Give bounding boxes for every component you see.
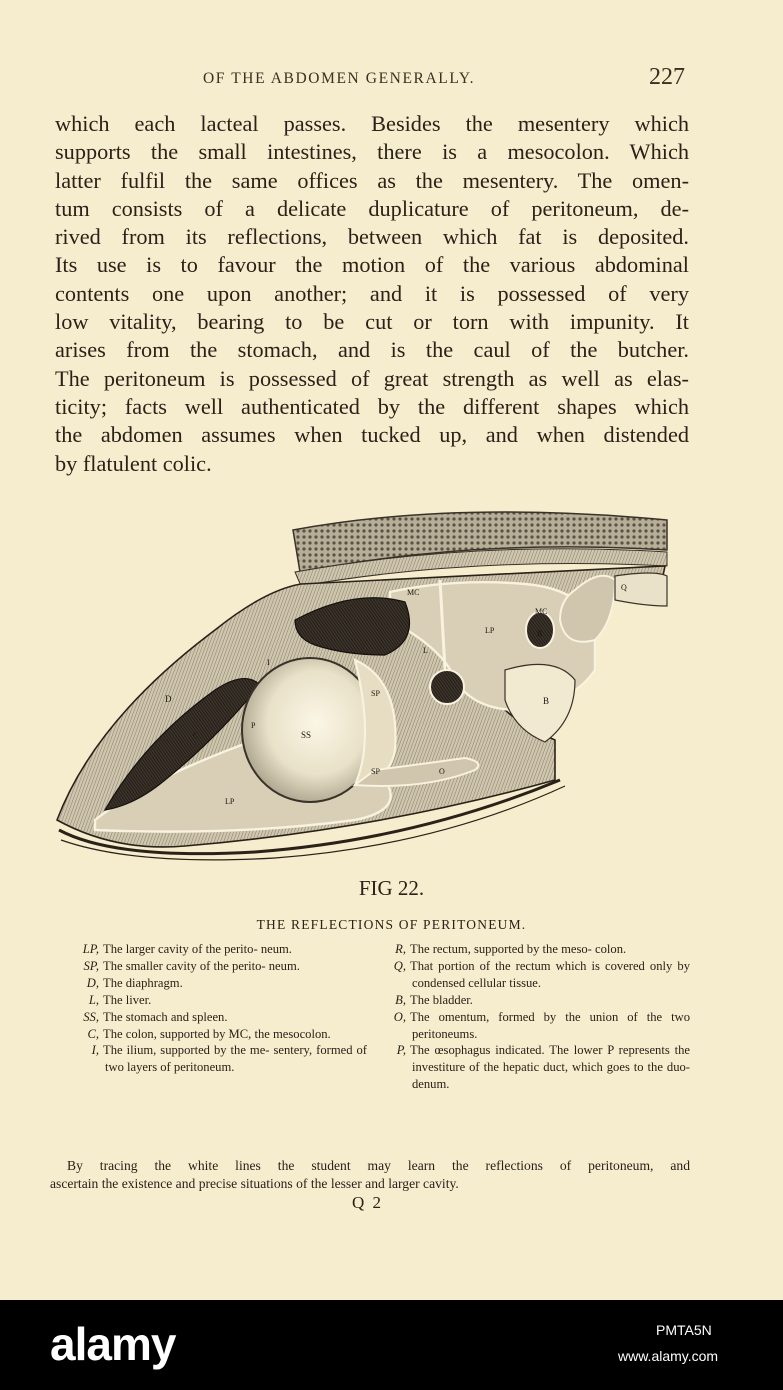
label-c: C — [193, 731, 199, 740]
legend-key: D, — [86, 975, 99, 990]
label-d: D — [165, 694, 172, 704]
label-sp-lower: SP — [371, 767, 380, 776]
legend-entry — [55, 1009, 367, 1026]
legend-text: The smaller cavity of the perito- neum. — [103, 958, 300, 973]
legend-entry — [55, 992, 367, 1009]
legend-entry — [382, 1009, 690, 1043]
label-lp-lower: LP — [225, 797, 235, 806]
legend-entry — [55, 1042, 367, 1076]
body-line: low vitality, bearing to be cut or torn with impunity. It — [55, 309, 689, 335]
legend-key: SP, — [83, 958, 99, 973]
legend-text: The larger cavity of the perito- neum. — [103, 942, 292, 956]
anatomical-illustration — [55, 480, 685, 865]
legend-text: The diaphragm. — [103, 975, 183, 990]
label-q: Q — [621, 583, 627, 592]
label-o: O — [439, 767, 445, 776]
label-ss: SS — [301, 730, 312, 740]
body-line: The peritoneum is possessed of great strength as well as elas- — [55, 365, 689, 391]
signature-mark: Q 2 — [352, 1193, 384, 1212]
legend-entry — [382, 992, 690, 1009]
body-line: by flatulent colic. — [55, 450, 212, 476]
legend-key: LP, — [82, 942, 99, 956]
legend-right-column — [382, 941, 690, 1093]
body-line: which each lacteal passes. Besides the mesentery which — [55, 111, 689, 136]
legend-key: P, — [396, 1043, 406, 1058]
body-line: the abdomen assumes when tucked up, and when distended — [55, 422, 689, 448]
label-lp-upper: LP — [485, 626, 495, 635]
running-head: OF THE ABDOMEN GENERALLY. — [203, 70, 476, 87]
watermark-image-id: PMTA5N — [656, 1322, 712, 1338]
legend-text: The liver. — [103, 992, 152, 1007]
body-line: tum consists of a delicate duplicature of peritoneum, de- — [55, 195, 689, 221]
body-line: ticity; facts well authenticated by the different shapes which — [55, 393, 689, 419]
legend-key: O, — [393, 1009, 406, 1024]
page-header — [0, 64, 783, 96]
figure-caption: THE REFLECTIONS OF PERITONEUM. — [256, 917, 527, 932]
legend-entry — [382, 941, 690, 958]
footnote-line: ascertain the existence and precise situations of the lesser and larger cavity. — [50, 1175, 459, 1191]
body-line: supports the small intestines, there is a mesocolon. Which — [55, 139, 689, 165]
legend-text: That portion of the rectum which is covered only by condensed cellular tissue. — [410, 958, 690, 990]
body-line: Its use is to favour the motion of the various abdominal — [55, 252, 689, 278]
watermark-logo: alamy — [50, 1318, 176, 1370]
label-p: P — [251, 721, 256, 730]
legend-text: The stomach and spleen. — [103, 1009, 228, 1024]
body-paragraph — [55, 110, 689, 478]
legend-entry — [55, 1026, 367, 1043]
legend-entry — [382, 958, 690, 992]
watermark-url: www.alamy.com — [618, 1348, 719, 1364]
label-l: L — [423, 646, 428, 655]
body-line: arises from the stomach, and is the caul of the butcher. — [55, 337, 689, 363]
label-b: B — [543, 696, 550, 706]
legend-entry — [382, 1042, 690, 1093]
footnote-line: By tracing the white lines the student may learn the reflections of peritoneum, and — [67, 1158, 690, 1173]
legend-key: R, — [395, 942, 406, 956]
legend-entry — [55, 975, 367, 992]
legend-key: I, — [91, 1043, 99, 1058]
legend-text: The œsophagus indicated. The lower P represents the investiture of the hepatic duct, which goes to the duo- denum. — [410, 1043, 690, 1092]
legend-entry — [55, 941, 367, 958]
legend-text: The bladder. — [410, 992, 473, 1007]
legend-text: The colon, supported by MC, the mesocolon. — [103, 1026, 331, 1041]
legend-entry — [55, 958, 367, 975]
legend-key: L, — [88, 992, 99, 1007]
legend-key: B, — [395, 992, 406, 1007]
body-line: latter fulfil the same offices as the mesentery. The omen- — [55, 167, 689, 193]
label-r: R — [537, 629, 543, 638]
legend-key: SS, — [83, 1009, 99, 1024]
legend-left-column — [55, 941, 367, 1076]
label-sp: SP — [371, 689, 380, 698]
legend-key: C, — [87, 1026, 99, 1041]
page-number: 227 — [649, 64, 685, 90]
legend-key: Q, — [393, 958, 406, 973]
legend-text: The rectum, supported by the meso- colon. — [410, 942, 627, 956]
label-i: I — [267, 658, 270, 667]
figure-number: FIG 22. — [358, 876, 425, 900]
legend-text: The ilium, supported by the me- sentery, formed of two layers of peritoneum. — [103, 1043, 367, 1075]
body-line: contents one upon another; and it is possessed of very — [55, 280, 689, 306]
body-line: rived from its reflections, between which fat is deposited. — [55, 224, 689, 250]
label-mc-top: MC — [407, 588, 420, 597]
legend-text: The omentum, formed by the union of the two peritoneums. — [410, 1009, 690, 1041]
label-mc-right: MC — [535, 607, 548, 616]
footnote — [50, 1157, 690, 1192]
